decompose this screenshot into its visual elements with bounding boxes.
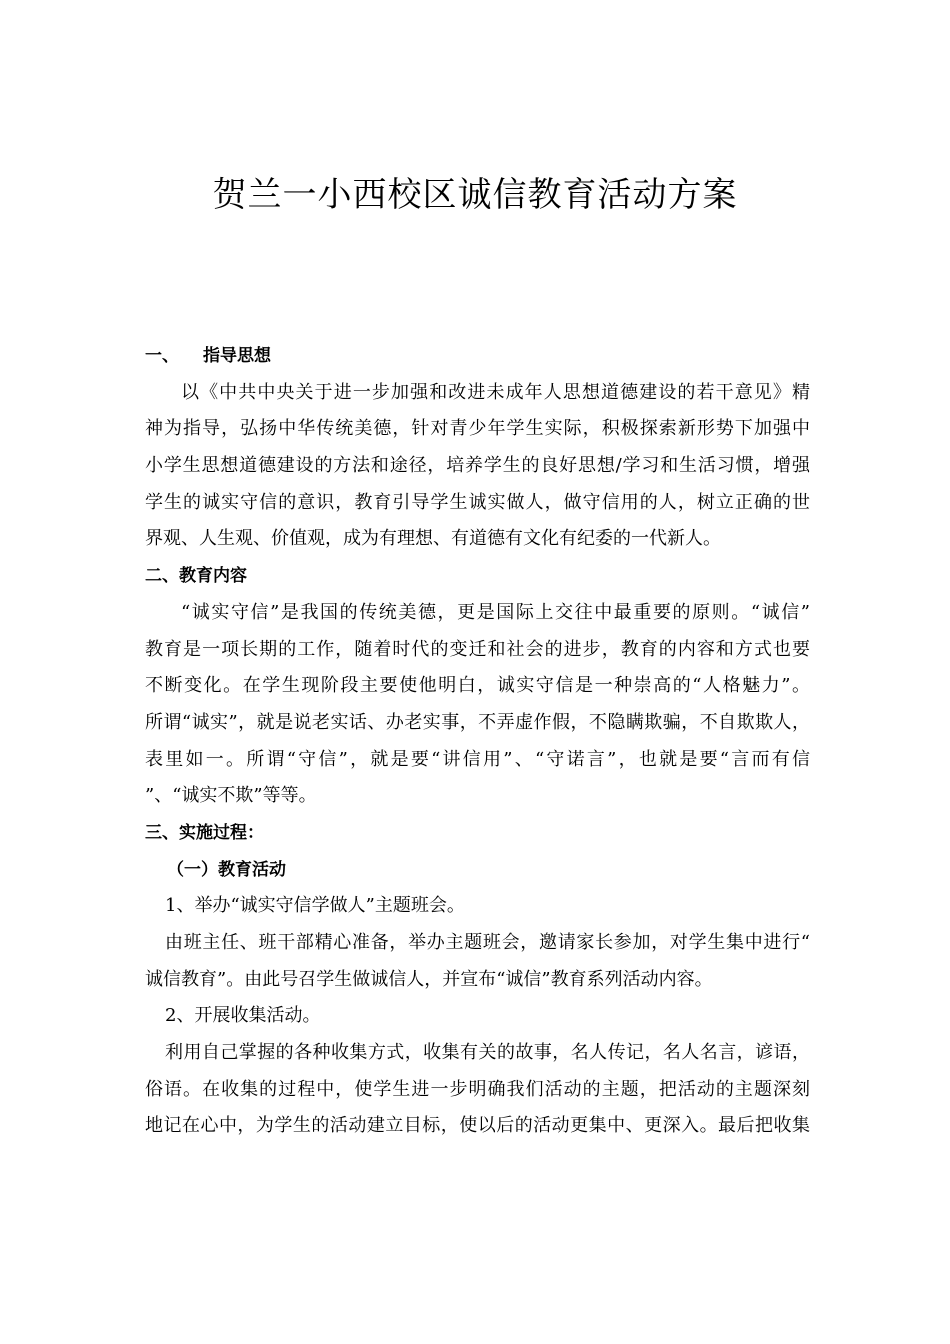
- paragraph-line: 由班主任、班干部精心准备，举办主题班会，邀请家长参加，对学生集中进行“: [165, 932, 810, 953]
- paragraph-line: 表里如一。所谓“守信”，就是要“讲信用”、“守诺言”，也就是要“言而有信: [145, 748, 810, 770]
- paragraph-line: 诚信教育”。由此号召学生做诚信人，并宣布“诚信”教育系列活动内容。: [145, 968, 713, 990]
- section-2-heading: 二、教育内容: [145, 566, 247, 587]
- paragraph-line: 利用自己掌握的各种收集方式，收集有关的故事，名人传记，名人名言，谚语，: [165, 1042, 810, 1064]
- section-1-number: 一、: [145, 346, 179, 366]
- paragraph-line: 小学生思想道德建设的方法和途径，培养学生的良好思想/学习和生活习惯，增强: [145, 455, 810, 477]
- document-body: [145, 338, 810, 1145]
- paragraph-line: 以《中共中央关于进一步加强和改进未成年人思想道德建设的若干意见》精: [181, 381, 810, 403]
- section-1-title: 指导思想: [203, 346, 271, 366]
- paragraph-line: 俗语。在收集的过程中，使学生进一步明确我们活动的主题，把活动的主题深刻: [145, 1078, 810, 1100]
- section-3-heading: 三、实施过程：: [145, 822, 264, 843]
- item-1-title: 1、举办“诚实守信学做人”主题班会。: [165, 895, 465, 917]
- section-1-heading: [145, 338, 810, 375]
- page-title: 贺兰一小西校区诚信教育活动方案: [212, 175, 738, 215]
- paragraph-line: 教育是一项长期的工作，随着时代的变迁和社会的进步，教育的内容和方式也要: [145, 638, 810, 660]
- paragraph-line: 所谓“诚实”，就是说老实话、办老实事，不弄虚作假，不隐瞒欺骗，不自欺欺人，: [145, 711, 810, 733]
- paragraph-line: ”、“诚实不欺”等等。: [145, 785, 317, 807]
- paragraph-line: 神为指导，弘扬中华传统美德，针对青少年学生实际，积极探索新形势下加强中: [145, 418, 810, 440]
- subsection-heading: （一）教育活动: [167, 859, 286, 880]
- paragraph-line: 界观、人生观、价值观，成为有理想、有道德有文化有纪委的一代新人。: [145, 528, 721, 550]
- paragraph-line: 不断变化。在学生现阶段主要使他明白，诚实守信是一种崇高的“人格魅力”。: [145, 675, 810, 697]
- paragraph-line: “诚实守信”是我国的传统美德，更是国际上交往中最重要的原则。“诚信”: [181, 601, 810, 623]
- paragraph-line: 地记在心中，为学生的活动建立目标，使以后的活动更集中、更深入。最后把收集: [145, 1115, 810, 1137]
- paragraph-line: 学生的诚实守信的意识，教育引导学生诚实做人，做守信用的人，树立正确的世: [145, 491, 810, 513]
- item-2-title: 2、开展收集活动。: [165, 1005, 321, 1027]
